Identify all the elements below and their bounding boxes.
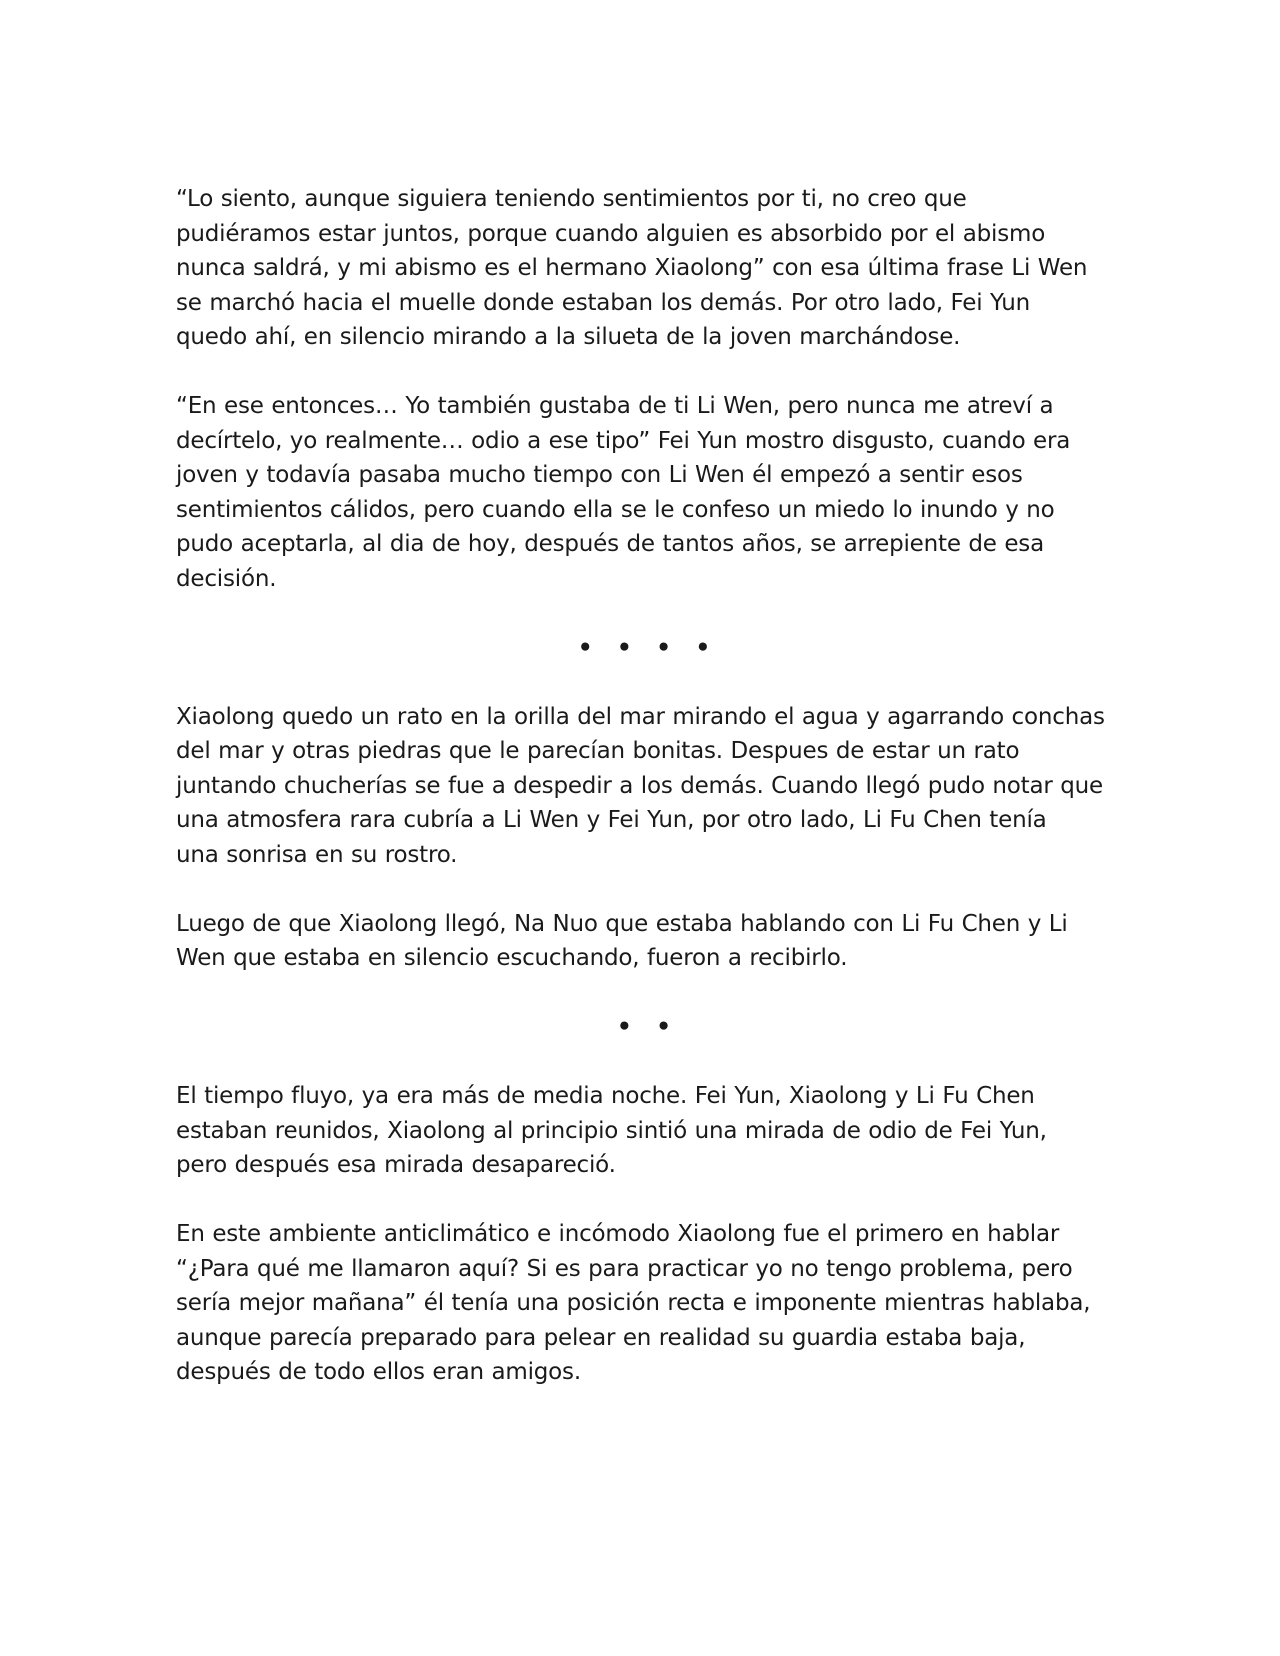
paragraph-fei-yun-regret: “En ese entonces… Yo también gustaba de ti Li Wen, pero nunca me atreví a decírtelo, yo realmente… odio a ese tipo” Fei Yun mostro disgusto, cuando era joven y todavía pasaba mucho tiempo con Li Wen él empezó a sentir esos sentimientos cálidos, pero cuando ella se le confeso un miedo lo inundo y no pudo aceptarla, al dia de hoy, después de tantos años, se arrepiente de esa decisión. [176, 393, 1071, 592]
paragraph-xiaolong-shore: Xiaolong quedo un rato en la orilla del mar mirando el agua y agarrando conchas del mar y otras piedras que le parecían bonitas. Despues de estar un rato juntando chucherías se fue a despedir a los demás. Cuando llegó pudo notar que una atmosfera rara cubría a Li Wen y Fei Yun, por otro lado, Li Fu Chen tenía una sonrisa en su rostro. [176, 703, 1105, 868]
paragraph-xiaolong-speaks: En este ambiente anticlimático e incómodo Xiaolong fue el primero en hablar “¿Para qué me llamaron aquí? Si es para practicar yo no tengo problema, pero sería mejor mañana” él tenía una posición recta e imponente mientras hablaba, aunque parecía preparado para pelear en realidad su guardia estaba baja, después de todo ellos eran amigos. [176, 1221, 1091, 1385]
paragraph-midnight-meeting: El tiempo fluyo, ya era más de media noche. Fei Yun, Xiaolong y Li Fu Chen estaban reunidos, Xiaolong al principio sintió una mirada de odio de Fei Yun, pero después esa mirada desapareció. [176, 1083, 1047, 1178]
document-body [176, 182, 1106, 1424]
scene-separator: • • • • [577, 634, 719, 661]
paragraph-li-wen-farewell: “Lo siento, aunque siguiera teniendo sentimientos por ti, no creo que pudiéramos estar juntos, porque cuando alguien es absorbido por el abismo nunca saldrá, y mi abismo es el hermano Xiaolong” con esa última frase Li Wen se marchó hacia el muelle donde estaban los demás. Por otro lado, Fei Yun quedo ahí, en silencio mirando a la silueta de la joven marchándose. [176, 186, 1088, 350]
paragraph-xiaolong-arrives: Luego de que Xiaolong llegó, Na Nuo que estaba hablando con Li Fu Chen y Li Wen que estaba en silencio escuchando, fueron a recibirlo. [176, 910, 1068, 971]
scene-separator-short: • • [617, 1014, 679, 1040]
